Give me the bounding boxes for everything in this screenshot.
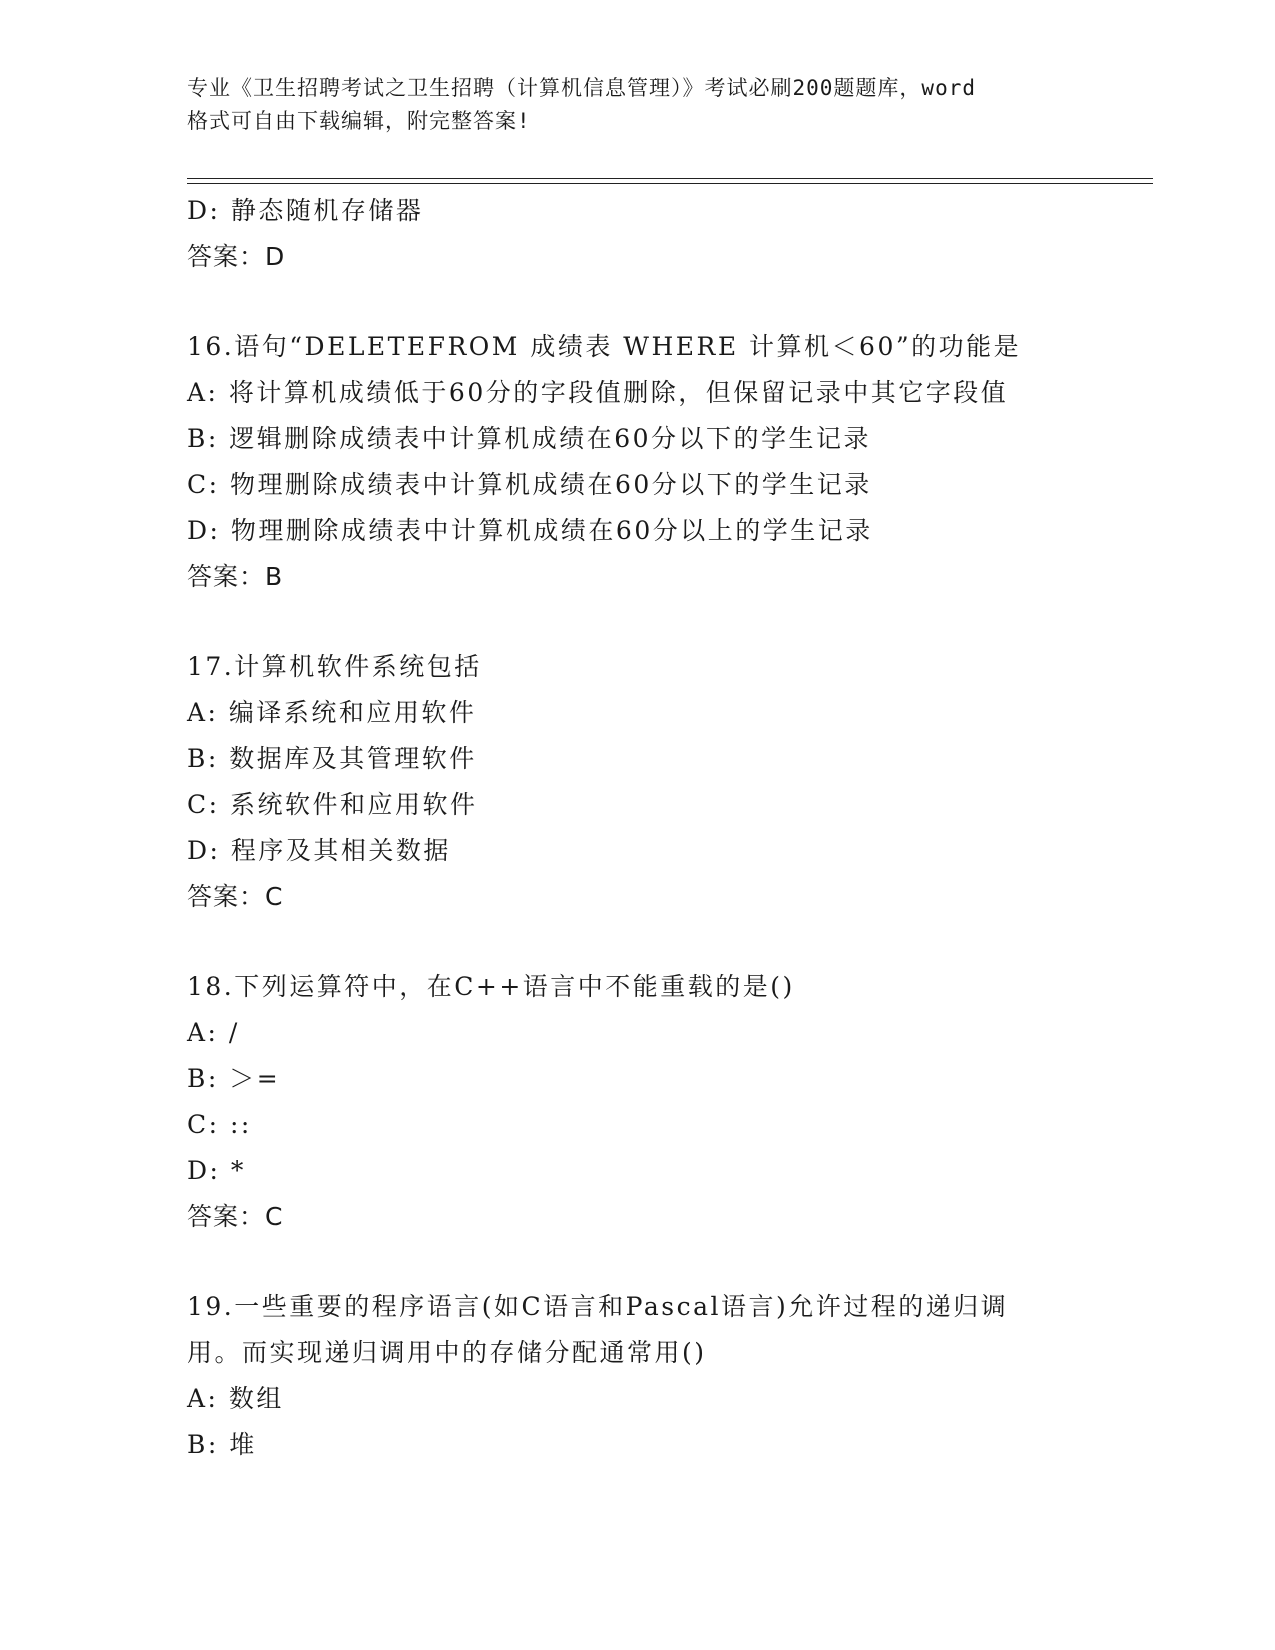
option-d: D: * [187, 1156, 246, 1185]
option-c: C: 物理删除成绩表中计算机成绩在60分以下的学生记录 [187, 470, 872, 499]
option-a: A: / [187, 1018, 240, 1047]
option-d: D: 物理删除成绩表中计算机成绩在60分以上的学生记录 [187, 516, 873, 545]
option-b: B: 数据库及其管理软件 [187, 744, 477, 773]
answer: 答案：C [187, 1202, 284, 1231]
question-text-line-1: 19.一些重要的程序语言(如C语言和Pascal语言)允许过程的递归调 [187, 1292, 1009, 1321]
question-text: 16.语句“DELETEFROM 成绩表 WHERE 计算机＜60”的功能是 [187, 332, 1022, 361]
question-text-line-2: 用。而实现递归调用中的存储分配通常用() [187, 1338, 707, 1367]
question-17 [187, 644, 1087, 920]
option-c: C: :: [187, 1110, 252, 1139]
document-header [187, 72, 1087, 138]
header-line-2: 格式可自由下载编辑，附完整答案! [187, 109, 531, 133]
document-body [187, 188, 1087, 1468]
header-divider-bottom [187, 183, 1153, 184]
option-b: B: 逻辑删除成绩表中计算机成绩在60分以下的学生记录 [187, 424, 872, 453]
header-line-1: 专业《卫生招聘考试之卫生招聘（计算机信息管理）》考试必刷200题题库，word [187, 76, 976, 100]
header-divider-top [187, 178, 1153, 179]
option-b: B: 堆 [187, 1430, 257, 1459]
answer: 答案：B [187, 562, 284, 591]
option-c: C: 系统软件和应用软件 [187, 790, 478, 819]
option-b: B: ＞= [187, 1064, 281, 1093]
option-d: D: 静态随机存储器 [187, 196, 424, 225]
answer: 答案：D [187, 242, 286, 271]
question-15 [187, 188, 1087, 280]
question-text: 18.下列运算符中，在C++语言中不能重载的是() [187, 972, 795, 1001]
option-a: A: 数组 [187, 1384, 284, 1413]
option-a: A: 将计算机成绩低于60分的字段值删除，但保留记录中其它字段值 [187, 378, 1009, 407]
question-18 [187, 964, 1087, 1240]
question-text: 17.计算机软件系统包括 [187, 652, 482, 681]
answer: 答案：C [187, 882, 284, 911]
question-16 [187, 324, 1087, 600]
option-d: D: 程序及其相关数据 [187, 836, 451, 865]
option-a: A: 编译系统和应用软件 [187, 698, 477, 727]
question-19 [187, 1284, 1087, 1468]
